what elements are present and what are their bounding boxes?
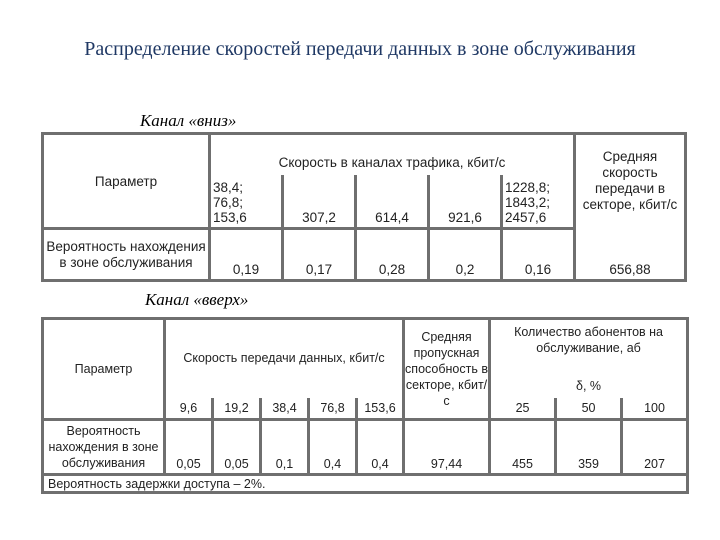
prob-cell: 0,05 [165,420,213,475]
downlink-table [41,132,687,282]
speed-cell: 19,2 [213,397,261,420]
prob-cell: 0,28 [356,229,429,281]
speed-cell: 9,6 [165,397,213,420]
delta-cell: 100 [622,397,688,420]
param-header: Параметр [43,134,210,229]
speed-cell: 1228,8; 1843,2; 2457,6 [502,174,575,229]
delta-header: δ, % [576,379,602,393]
param-header: Параметр [43,319,165,420]
subscribers-cell: 207 [622,420,688,475]
prob-cell: 0,05 [213,420,261,475]
speed-cell: 921,6 [429,174,502,229]
footer-note: Вероятность задержки доступа – 2%. [43,475,688,493]
prob-cell: 0,1 [261,420,309,475]
subscribers-cell: 359 [556,420,622,475]
prob-cell: 0,17 [283,229,356,281]
uplink-table [41,317,689,494]
avg-speed-value: 656,88 [575,229,686,281]
prob-cell: 0,2 [429,229,502,281]
throughput-header: Средняя пропускная способность в секторе, кбит/с [404,319,490,420]
prob-cell: 0,16 [502,229,575,281]
speed-header: Скорость в каналах трафика, кбит/с [210,134,575,174]
avg-speed-header: Средняя скорость передачи в секторе, кбит/с [575,134,686,229]
delta-cell: 25 [490,397,556,420]
speed-cell: 38,4; 76,8; 153,6 [210,174,283,229]
downlink-caption: Канал «вниз» [140,111,237,130]
speed-cell: 307,2 [283,174,356,229]
page-title: Распределение скоростей передачи данных в зоне обслуживания [84,38,636,60]
row-label: Вероятность нахождения в зоне обслуживания [43,420,165,475]
subscribers-cell: 455 [490,420,556,475]
throughput-value: 97,44 [404,420,490,475]
speed-header: Скорость передачи данных, кбит/с [165,319,404,397]
prob-cell: 0,19 [210,229,283,281]
prob-cell: 0,4 [309,420,357,475]
delta-cell: 50 [556,397,622,420]
prob-cell: 0,4 [357,420,404,475]
speed-cell: 38,4 [261,397,309,420]
subscribers-header: Количество абонентов на обслуживание, аб δ, % [490,319,688,397]
uplink-caption: Канал «вверх» [145,290,249,309]
speed-cell: 153,6 [357,397,404,420]
speed-cell: 614,4 [356,174,429,229]
speed-cell: 76,8 [309,397,357,420]
row-label: Вероятность нахождения в зоне обслуживания [43,229,210,281]
